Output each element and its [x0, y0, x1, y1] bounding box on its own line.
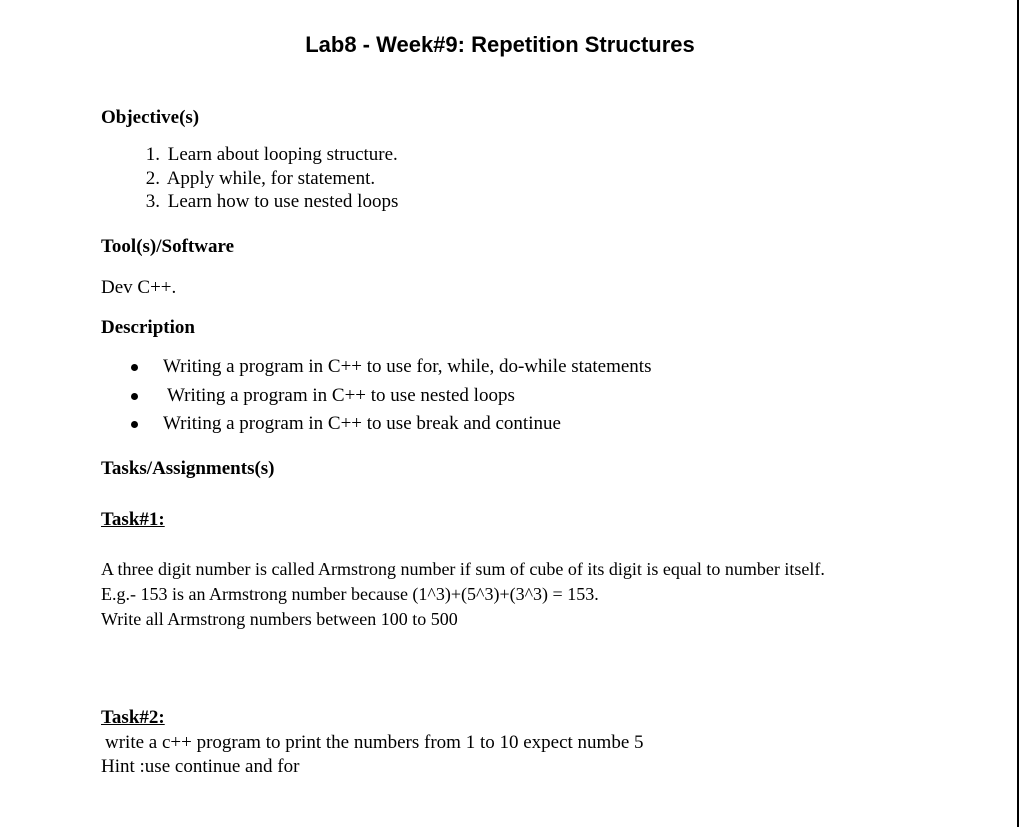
objective-item-2 — [130, 167, 375, 191]
objective-item-3 — [130, 190, 398, 214]
objective-text: Learn about looping structure. — [167, 144, 398, 165]
tasks-heading: Tasks/Assignments(s) — [101, 458, 275, 479]
bullet-icon — [131, 364, 138, 371]
task2-line-1: write a c++ program to print the numbers from 1 to 10 expect numbe 5 — [105, 732, 644, 753]
tools-heading: Tool(s)/Software — [101, 236, 234, 257]
task1-line-2: E.g.- 153 is an Armstrong number because (1^3)+(5^3)+(3^3) = 153. — [101, 584, 599, 604]
document-title: Lab8 - Week#9: Repetition Structures — [305, 32, 695, 57]
description-item-1: Writing a program in C++ to use for, while, do-while statements — [163, 356, 652, 377]
task1-line-3: Write all Armstrong numbers between 100 to 500 — [101, 609, 458, 629]
description-item-2: Writing a program in C++ to use nested loops — [167, 385, 515, 406]
bullet-icon — [131, 393, 138, 400]
objective-text: Apply while, for statement. — [166, 168, 376, 189]
task2-line-2: Hint :use continue and for — [101, 756, 300, 777]
task1-line-1: A three digit number is called Armstrong number if sum of cube of its digit is equal to number itself. — [101, 559, 825, 579]
objective-item-1 — [130, 143, 398, 167]
task1-title: Task#1: — [101, 509, 165, 530]
page-right-border — [1017, 0, 1019, 827]
tools-text: Dev C++. — [101, 277, 177, 298]
description-heading: Description — [101, 317, 195, 338]
objectives-heading: Objective(s) — [101, 107, 200, 128]
objective-text: Learn how to use nested loops — [167, 191, 399, 212]
bullet-icon — [131, 421, 138, 428]
task2-title: Task#2: — [101, 707, 165, 728]
description-item-3: Writing a program in C++ to use break and continue — [163, 413, 561, 434]
objective-number: 2. — [145, 168, 160, 189]
objective-number: 3. — [145, 191, 160, 212]
objective-number: 1. — [145, 144, 160, 165]
